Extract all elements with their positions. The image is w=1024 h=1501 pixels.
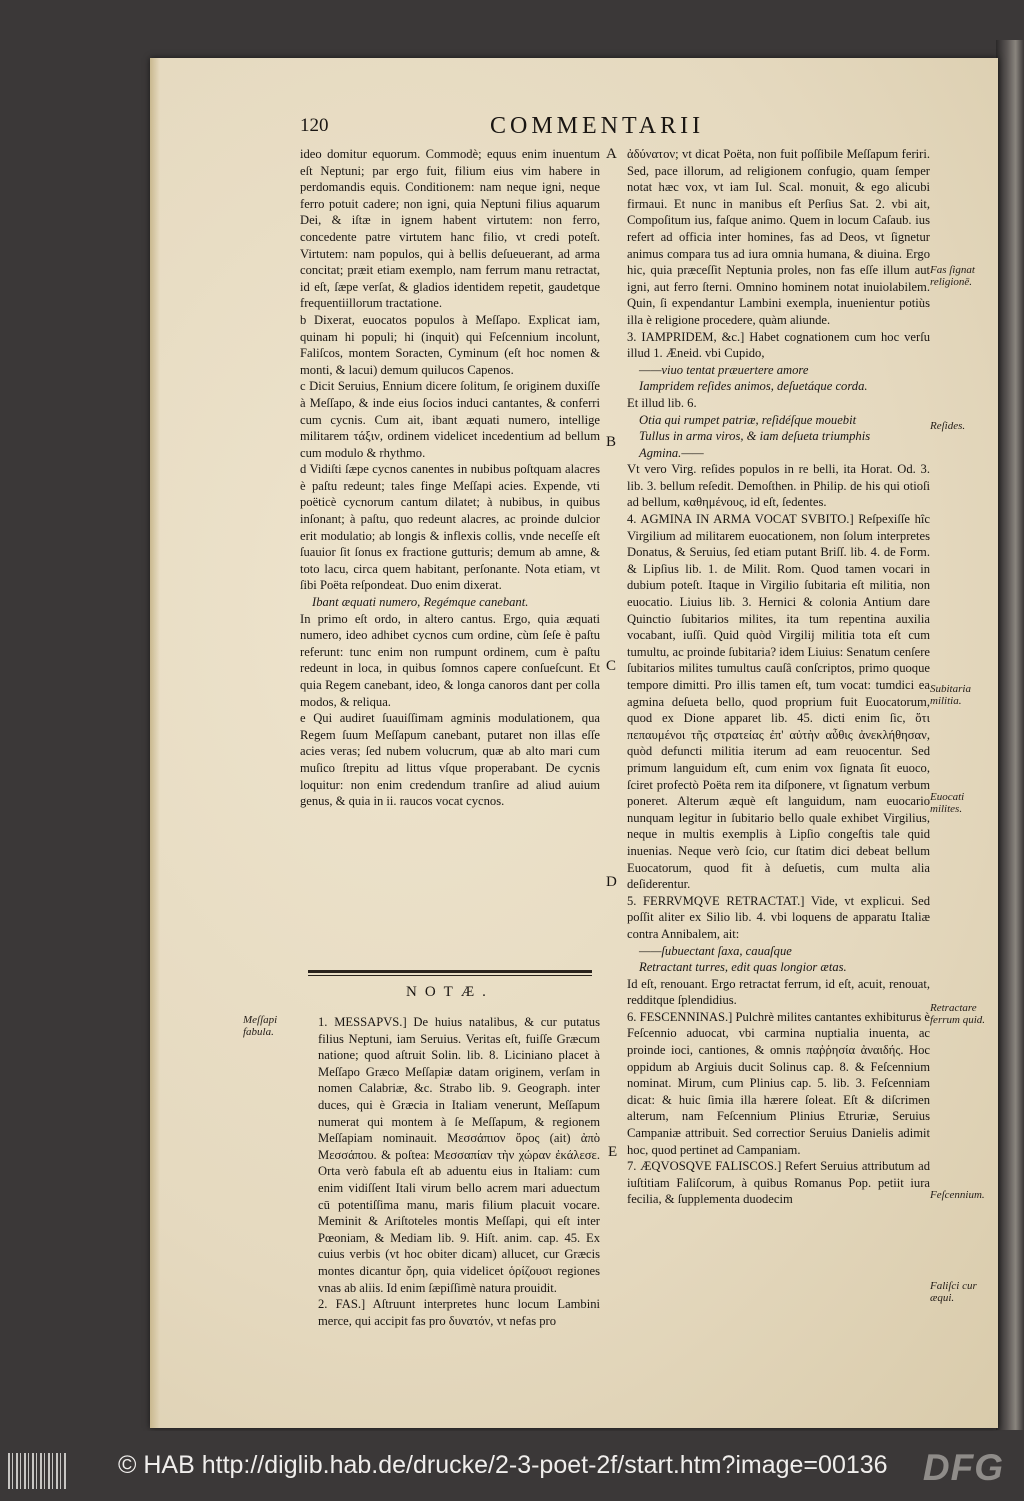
left-column-commentary [300, 146, 600, 966]
margin-note-euocati: Euocati milites. [930, 791, 965, 815]
section-marker-c: C [606, 658, 617, 674]
copyright-link[interactable]: © HAB http://diglib.hab.de/drucke/2-3-poet-2f/start.htm?image=00136 [118, 1451, 888, 1479]
barcode-icon [8, 1453, 68, 1489]
verse-line: ——ſubuectant ſaxa, cauaſque [639, 943, 792, 958]
verse-line: Tullus in arma viros, & iam deſueta triumphis [639, 429, 871, 444]
page-header [300, 113, 920, 143]
note-entry: 2. FAS.] Aſtruunt interpretes hunc locum Lambini merce, qui accipit fas pro δυνατόν, vt nefas pro [318, 1297, 600, 1328]
paragraph: In primo eſt ordo, in altero cantus. Ergo, quia æquati numero, ideo adhibet cycnos cum ordine, cùm ſeſe è paſtu referunt: tunc enim non rumpunt ordinem, cum è paſtu redeunt in loca, in quibus ſomnos capere conſueſcunt. Et quia Regem canebant, ideo, & longa canoros dant per colla modos, & reliqua. [300, 611, 600, 709]
margin-note-retractare: Retractare ferrum quid. [930, 1002, 985, 1026]
paragraph: ideo domitur equorum. Commodè; equus enim inuentum eſt Neptuni; par ergo fuit, filium eius vim habere in perdomandis equis. Conditionem: nam neque igni, neque ferro potuit cadere; non igni, quia Neptuni filius aquarum Dei, & iſtæ in ignem habent virtutem: non ferro, concedente patre virtutem hanc filio, vt credi poteſt. Virtutem: nam populos, qui à bellis deſueuerant, ad arma concitat; præit etiam exemplo, nam ferrum manu retractat, id eſt, ſæpe verſat, & gladios identidem repetit, gaudetque frequentiillorum tractatione. [300, 147, 600, 311]
notae-heading: NOTÆ. [406, 984, 494, 1000]
verse-line: Otia qui rumpet patriæ, reſidéſque mouebit [639, 412, 857, 427]
section-marker-a: A [606, 146, 617, 162]
section-divider [308, 970, 592, 973]
section-divider-thin [308, 975, 592, 976]
verse-line: Ibant æquati numero, Regémque canebant. [312, 595, 529, 610]
paragraph: c Dicit Seruius, Ennium dicere ſolitum, ſe originem duxiſſe à Meſſapo, & inde eius ſocios induci cantantes, & conferri cum cycnis. Cum ait, ibant æquati numero, intellige militarem τάξιν, ordinem videlicet incedentium ad bellum cum modulo & rhythmo. [300, 379, 600, 460]
verse-line: Agmina.—— [639, 445, 704, 460]
margin-note-resides: Reſides. [930, 420, 966, 432]
note-entry: 3. IAMPRIDEM, &c.] Habet cognationem cum hoc verſu illud 1. Æneid. vbi Cupido, [627, 329, 930, 361]
margin-note-falisci: Faliſci cur æqui. [930, 1280, 977, 1304]
note-entry: 6. FESCENNINAS.] Pulchrè milites cantantes exhibiturus è Feſcennio aduocat, vbi carmina nuptialia inuenta, ac proinde ioci, cantiones, & omnis παῤῥησία ἀναιδής. Hoc oppidum ab Argiuis ducit Solinus cap. 8. & Feſcennium nominat. Mirum, cum Plinius cap. 5. lib. 3. Feſcenniam dicat: & huic ſimia illa hærere ſoleat. Eſt & diſcrimen alterum, nam Feſcennium Plinius Etruriæ, Seruius Campaniæ attribuit. Sed correctior Seruius Danielis adimit hoc, quod pertinet ad Campaniam. [627, 1009, 930, 1157]
book-page [150, 58, 998, 1428]
section-marker-b: B [606, 434, 617, 450]
section-marker-e: E [608, 1144, 618, 1160]
running-title: COMMENTARII [490, 113, 705, 139]
paragraph: Id eſt, renouant. Ergo retractat ferrum, id eſt, acuit, renouat, redditque ſplendidius. [627, 976, 930, 1008]
verse-line: ——viuo tentat præuertere amore [639, 362, 809, 377]
margin-note-fescennium: Feſcennium. [930, 1189, 985, 1201]
viewer-footer [0, 1431, 1024, 1501]
margin-note-fas: Fas ſignat religionē. [930, 264, 975, 288]
page-number: 120 [300, 115, 329, 136]
notae-left-column [318, 1014, 600, 1328]
margin-note-messapi: Meſſapi fabula. [243, 1014, 278, 1038]
verse-line: Iampridem reſides animos, deſuetáque corda. [639, 379, 868, 394]
note-entry: 4. AGMINA IN ARMA VOCAT SVBITO.] Reſpexiſſe hîc Virgilium ad militarem euocationem, non ſolum interpretes Donatus, & Seruius, ſed etiam putant Briſſ. lib. 4. de Form. & Lipſius lib. 1. de Milit. Rom. Quod tamen vocari in dubium poteſt. Itaque in Virgilio ſubitaria eſt militia, non euocatio. Liuius lib. 3. Hernici & colonia Antium dare Quinctio ſubitarios milites, ita tum repentina auxilia vocabant, iuſſi. Quid quòd Virgilij militia tota eſt cum tumultu, ac proinde ſubitaria? idem Liuius: Senatum cenſere ſubitarios milites tumultus cauſâ conſcriptos, primo quoque tempore dimitti. Pro illis tamen eſt, tum vocat: tumdici ea agmina deſueta bello, quod proprium fuit Euocatorum, quod ex Dione apparet lib. 45. dicti enim ſic, ὅτι πεπαυμένοι τῆς στρατείας ἐπ' αὐτὴν αὖθις ἀνεκλήθησαν, quòd defuncti militia iterum ad eam reuocentur. Sed primum languidum eſt, cum enim vox ſignata ſit euoco, ſciret profectò Poëta rem ita diſponere, vt ſignatum verbum poneret. Alterum æquè eſt languidum, nam euocario nunquam legitur in ſubitario bello quale exhibet Virgilius, neque in multis exemplis à Lipſio congeſtis tale quid inuenias. Neque verò ſcio, cur ſtatim dici debeat bellum Euocatorum, quod fit à deſuetis, cum multa alia deſiderentur. [627, 512, 930, 892]
right-column-notes [627, 146, 930, 1286]
verse-line: Retractant turres, edit quas longior ætas. [639, 960, 847, 975]
section-marker-d: D [606, 874, 617, 890]
dfg-logo: DFG [922, 1447, 1004, 1488]
note-entry: 1. MESSAPVS.] De huius natalibus, & cur putatus filius Neptuni, iam Seruius. Veritas eſt, fuiſſe Græcum natione; quod aſtruit Solin. lib. 8. Liciniano placet à Meſſapo Græco Meſſapiæ datam originem, verſam in nomen Calabriæ, &c. Strabo lib. 9. Geograph. inter duces, qui è Græcia in Italiam venerunt, Meſſapum numerat qui montem à ſe Meſſapum, & regionem Meſſapiam nominauit. Μεσσάπιον ὄρος (ait) ἀπὸ Μεσσάπου. & poſtea: Μεσσαπίαν τὴν χώραν ἐκάλεσε. Orta verò fabula eſt ab aduentu eius in Italiam: cum enim vidiſſent Itali virum bello acrem mari aduectum cū potentiſſima manu, maris filium placuit vocare. Meminit & Ariſtoteles montis Meſſapi, qui eſt inter Pœoniam, & Mediam lib. 9. Hiſt. anim. cap. 45. Ex cuius verbis (vt hoc obiter dicam) allucet, cur Græcis montes dicantur ὄρη, quia videlicet ὁρίζουσι regiones vnas ab aliis. Id enim ſæpiſſimè natura prouidit. [318, 1015, 600, 1295]
margin-note-subitaria: Subitaria militia. [930, 683, 971, 707]
paragraph: Vt vero Virg. reſides populos in re belli, ita Horat. Od. 3. lib. 3. bellum reſedit. Demoſthen. in Philip. de his qui otioſi ad bellum, καθημένους, id eſt, ſedentes. [627, 462, 930, 510]
paragraph: d Vidiſti ſæpe cycnos canentes in nubibus poſtquam alacres è paſtu redeunt; tales finge Meſſapi acies. Expende, vti poëticè cycnorum cantum dilatet; à nubibus, in quibus inſonant; à paſtu, quo redeunt alacres, ac proinde dulcior erit modulatio; ab longis & inflexis collis, vnde neceſſe eſt ſuauior ſit ſonus ex fractione gutturis; demum ab amne, & toto lacu, circa quem habitant, perſonante. Nota etiam, vt ſibi Poëta reſpondeat. Duo enim dixerat. [300, 462, 600, 593]
note-entry: 7. ÆQVOSQVE FALISCOS.] Refert Seruius attributum ad iuſtitiam Faliſcorum, à quibus Romanus Pop. petiit iura fecilia, & ſupplementa duodecim [627, 1159, 930, 1207]
note-entry: 5. FERRVMQVE RETRACTAT.] Vide, vt explicui. Sed poſſit aliter ex Silio lib. 4. vbi loquens de apparatu Italiæ contra Annibalem, ait: [627, 893, 930, 941]
book-spine-edge [996, 40, 1024, 1430]
paragraph: e Qui audiret ſuauiſſimam agminis modulationem, qua Regem ſuum Meſſapum canebant, putaret non illas eſſe acies veras; ſed nubem volucrum, quæ ab alto mari cum muſico ſtrepitu ad littus vſque properabant. De cycnis loquitur: non enim credendum tranſire ad aliud auium genus, & quia in ii. raucos vocat cycnos. [300, 711, 600, 809]
paragraph: Et illud lib. 6. [627, 395, 697, 410]
paragraph: ἀδύνατον; vt dicat Poëta, non fuit poſſibile Meſſapum feriri. Sed, pace illorum, ad religionem confugio, quam ſemper notat hæc vox, vt iam Iul. Scal. monuit, & ego alicubi firmaui. Et nunc in manibus eſt Perſius Sat. 2. vbi ait, Compoſitum ius, faſque animo. Quem in locum Caſaub. ius refert ad officia inter homines, fas ad Deos, vt ſignetur animus compara tus ad iura omnia humana, & diuina. Ergo hic, quia præceſſit Neptunia proles, non fas eſſe illum aut igni, aut ferro ſterni. Omnino hominem notat inuiolabilem. Quin, ſi expendantur Lambini exempla, inuenientur potiùs illa è religione procedere, quàm aliunde. [627, 147, 930, 327]
paragraph: b Dixerat, euocatos populos à Meſſapo. Explicat iam, quinam hi populi; hi (inquit) qui Feſcennium incolunt, Faliſcos, montem Soracten, Cyminum (eſt hoc nomen & monti, & lacui) demum quilucos Capenos. [300, 312, 600, 377]
